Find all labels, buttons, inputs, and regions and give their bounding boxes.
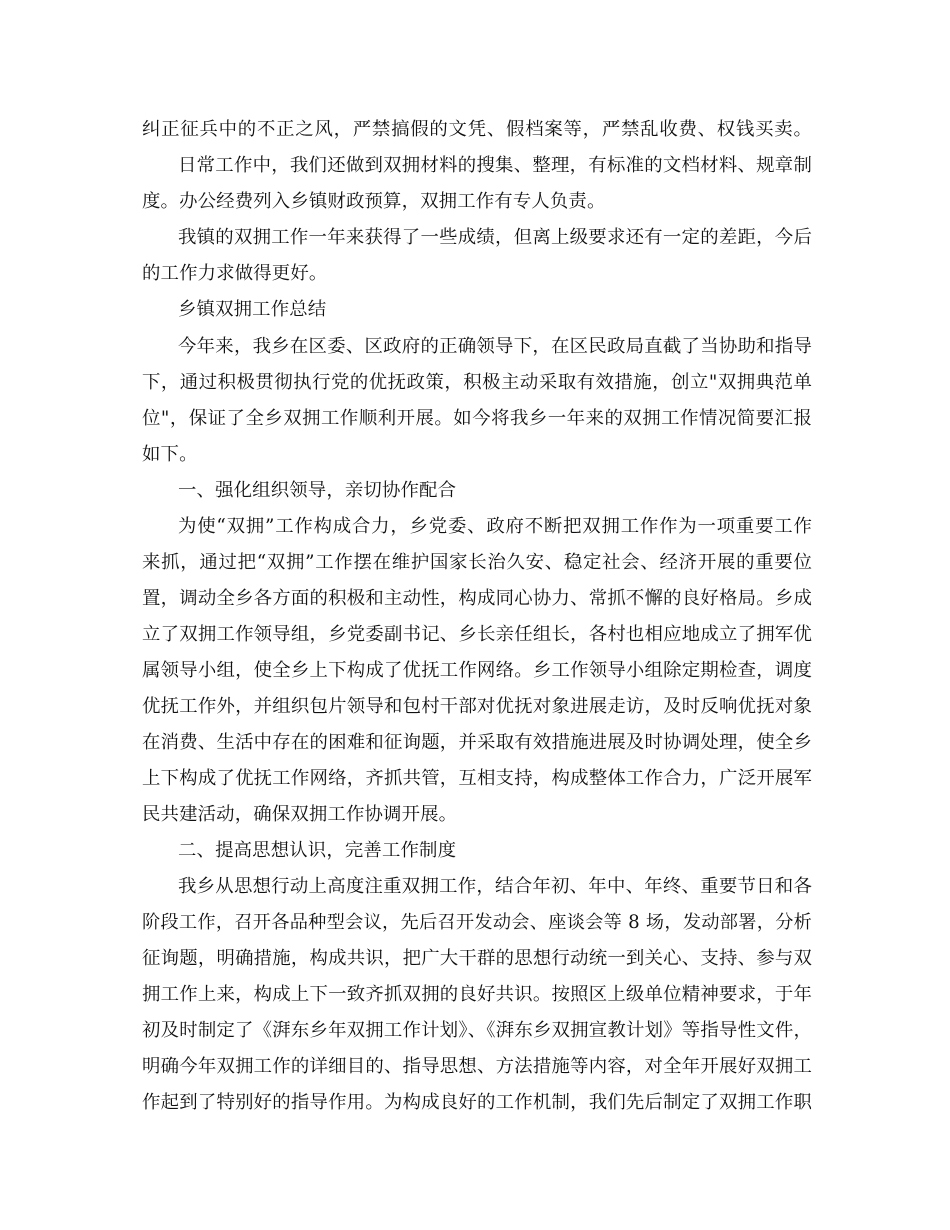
section-title: 乡镇双拥工作总结 [178, 299, 327, 320]
paragraph-start-line: 日常工作中，我们还做到双拥材料的搜集、整理，有标准的文档材料、规章制 [178, 155, 812, 176]
text-line: 下，通过积极贯彻执行党的优抚政策，积极主动采取有效措施，创立"双拥典范单 [142, 372, 812, 393]
text-line: 阶段工作，召开各品种型会议，先后召开发动会、座谈会等 8 场，发动部署，分析 [142, 912, 812, 933]
section-heading: 二、提高思想认识，完善工作制度 [178, 840, 457, 861]
text-line: 纠正征兵中的不正之风，严禁搞假的文凭、假档案等，严禁乱收费、权钱买卖。 [142, 119, 812, 140]
text-line: 初及时制定了《湃东乡年双拥工作计划》、《湃东乡双拥宣教计划》等指导性文件， [142, 1020, 812, 1041]
text-line: 的工作力求做得更好。 [142, 263, 328, 284]
text-line: 明确今年双拥工作的详细目的、指导思想、方法措施等内容，对全年开展好双拥工 [142, 1056, 812, 1077]
text-line: 来抓，通过把“双拥”工作摆在维护国家长治久安、稳定社会、经济开展的重要位 [142, 552, 812, 573]
text-line: 如下。 [142, 444, 198, 465]
paragraph-start-line: 我镇的双拥工作一年来获得了一些成绩，但离上级要求还有一定的差距，今后 [178, 227, 812, 248]
text-line: 在消费、生活中存在的困难和征询题，并采取有效措施进展及时协调处理，使全乡 [142, 732, 812, 753]
text-line: 位"，保证了全乡双拥工作顺利开展。如今将我乡一年来的双拥工作情况简要汇报 [142, 408, 812, 429]
text-line: 属领导小组，使全乡上下构成了优抚工作网络。乡工作领导小组除定期检查，调度 [142, 660, 812, 681]
paragraph-start-line: 我乡从思想行动上高度注重双拥工作，结合年初、年中、年终、重要节日和各 [178, 876, 812, 897]
section-heading: 一、强化组织领导，亲切协作配合 [178, 480, 457, 501]
text-line: 度。办公经费列入乡镇财政预算，双拥工作有专人负责。 [142, 191, 606, 212]
text-line: 民共建活动，确保双拥工作协调开展。 [142, 804, 458, 825]
text-line: 置，调动全乡各方面的积极和主动性，构成同心协力、常抓不懈的良好格局。乡成 [142, 588, 812, 609]
text-line: 上下构成了优抚工作网络，齐抓共管，互相支持，构成整体工作合力，广泛开展军 [142, 768, 812, 789]
text-line: 拥工作上来，构成上下一致齐抓双拥的良好共识。按照区上级单位精神要求，于年 [142, 984, 812, 1005]
text-line: 作起到了特别好的指导作用。为构成良好的工作机制，我们先后制定了双拥工作职 [142, 1092, 812, 1113]
text-line: 立了双拥工作领导组，乡党委副书记、乡长亲任组长，各村也相应地成立了拥军优 [142, 624, 812, 645]
text-line: 征询题，明确措施，构成共识，把广大干群的思想行动统一到关心、支持、参与双 [142, 948, 812, 969]
text-line: 优抚工作外，并组织包片领导和包村干部对优抚对象进展走访，及时反响优抚对象 [142, 696, 812, 717]
paragraph-start-line: 今年来，我乡在区委、区政府的正确领导下，在区民政局直截了当协助和指导 [178, 336, 812, 357]
paragraph-start-line: 为使“双拥”工作构成合力，乡党委、政府不断把双拥工作作为一项重要工作 [178, 516, 812, 537]
